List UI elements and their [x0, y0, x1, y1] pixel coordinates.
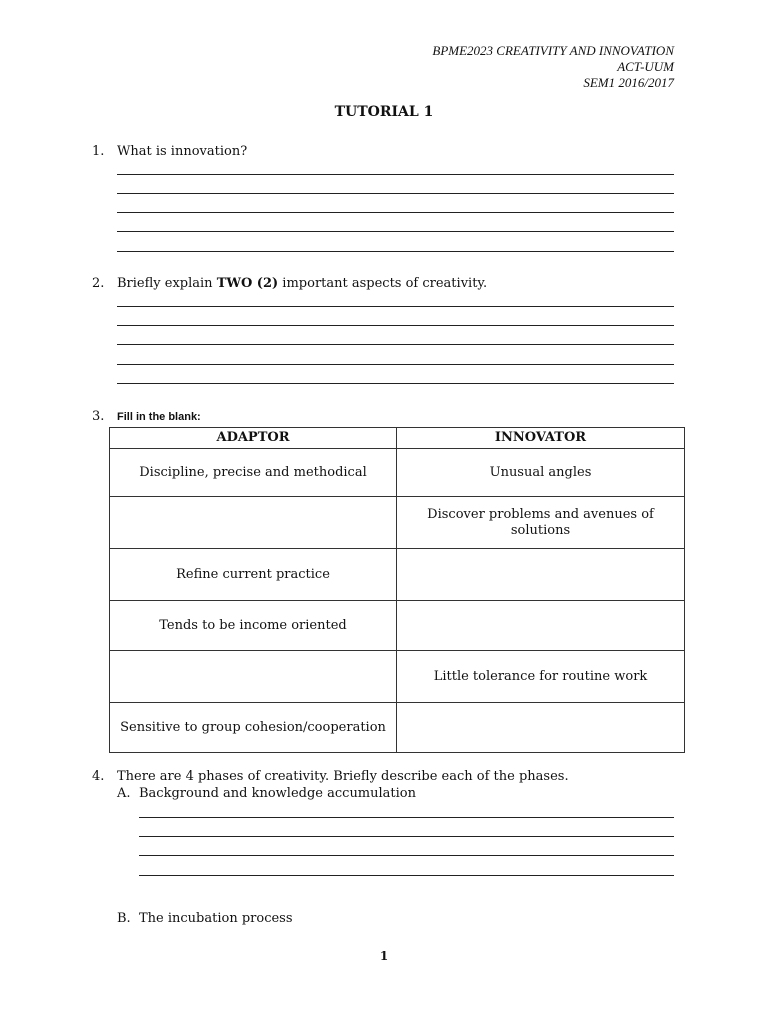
question-2 [0, 276, 768, 296]
page-title: TUTORIAL 1 [334, 104, 434, 120]
table-row [110, 703, 685, 753]
answer-line [117, 364, 674, 365]
question-4b [0, 911, 768, 931]
question-3-text: Fill in the blank: [117, 411, 201, 423]
question-4a [0, 786, 768, 806]
question-1-number: 1. [92, 144, 105, 159]
answer-line [117, 193, 674, 194]
answer-line [117, 344, 674, 345]
adaptor-innovator-table [109, 427, 685, 753]
adaptor-cell[interactable] [110, 497, 397, 549]
question-2-text-end: important aspects of creativity. [278, 276, 488, 291]
question-2-number: 2. [92, 276, 105, 291]
header-innovator: INNOVATOR [397, 428, 685, 449]
table-header-row [110, 428, 685, 449]
question-1 [0, 144, 768, 164]
answer-line [139, 855, 674, 856]
question-2-text [117, 276, 487, 292]
adaptor-cell: Discipline, precise and methodical [110, 449, 397, 497]
page-number: 1 [379, 949, 389, 963]
course-header [432, 43, 674, 91]
question-4a-text: Background and knowledge accumulation [139, 786, 416, 801]
answer-line [117, 325, 674, 326]
innovator-cell: Discover problems and avenues of solutions [397, 497, 685, 549]
semester: SEM1 2016/2017 [583, 75, 674, 90]
header-adaptor: ADAPTOR [110, 428, 397, 449]
adaptor-cell: Refine current practice [110, 549, 397, 601]
question-4b-text: The incubation process [139, 911, 293, 926]
question-3-number: 3. [92, 409, 105, 424]
question-4a-letter: A. [117, 786, 131, 801]
table-row [110, 449, 685, 497]
answer-line [117, 383, 674, 384]
question-2-text-start: Briefly explain [117, 276, 217, 291]
adaptor-cell: Sensitive to group cohesion/cooperation [110, 703, 397, 753]
answer-line [117, 306, 674, 307]
question-1-text: What is innovation? [117, 144, 248, 159]
course-code: BPME2023 CREATIVITY AND INNOVATION [432, 43, 674, 58]
innovator-cell: Little tolerance for routine work [397, 651, 685, 703]
question-4b-letter: B. [117, 911, 131, 926]
innovator-cell[interactable] [397, 703, 685, 753]
innovator-cell[interactable] [397, 549, 685, 601]
answer-line [117, 174, 674, 175]
question-4-number: 4. [92, 769, 105, 784]
answer-line [139, 875, 674, 876]
question-4-text: There are 4 phases of creativity. Briefly describe each of the phases. [117, 769, 569, 784]
answer-line [117, 251, 674, 252]
table-row [110, 497, 685, 549]
innovator-cell[interactable] [397, 601, 685, 651]
answer-line [117, 212, 674, 213]
adaptor-cell: Tends to be income oriented [110, 601, 397, 651]
table-row [110, 601, 685, 651]
question-3 [0, 409, 768, 427]
answer-line [117, 231, 674, 232]
adaptor-cell[interactable] [110, 651, 397, 703]
question-2-emphasis: TWO (2) [216, 276, 279, 291]
table-row [110, 651, 685, 703]
table-row [110, 549, 685, 601]
answer-line [139, 836, 674, 837]
answer-line [139, 817, 674, 818]
institution: ACT-UUM [617, 59, 674, 74]
innovator-cell: Unusual angles [397, 449, 685, 497]
